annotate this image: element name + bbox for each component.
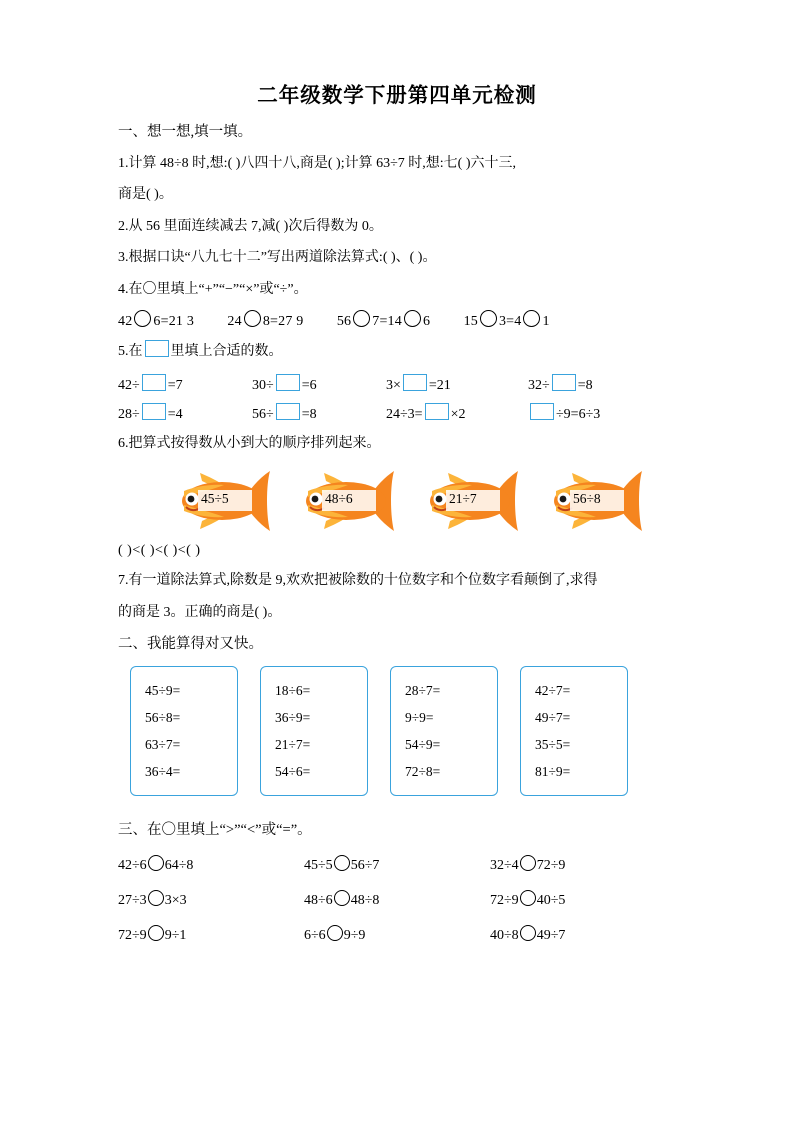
question-1-line2: 商是( )。	[118, 187, 173, 203]
fish-icon	[294, 463, 412, 539]
compare-item: 42÷6 64÷8	[118, 855, 304, 874]
worksheet-content	[118, 78, 676, 960]
compare-row	[118, 855, 676, 874]
question-6: 6.把算式按得数从小到大的顺序排列起来。	[118, 435, 381, 451]
q5-item: 42÷ =7	[118, 374, 252, 394]
question-5: 5.在 里填上合适的数。	[118, 340, 676, 365]
q5-item: ÷9=6÷3	[528, 403, 658, 423]
number-blank-box[interactable]	[276, 403, 300, 420]
calc-item[interactable]: 42÷7=	[535, 683, 571, 698]
calc-item[interactable]: 81÷9=	[535, 764, 571, 779]
question-1-line1: 1.计算 48÷8 时,想:( )八四十八,商是( );计算 63÷7 时,想:七( )六十三,	[118, 155, 517, 171]
comparison-blank-circle[interactable]	[148, 925, 164, 941]
fish-label: 21÷7	[449, 491, 477, 507]
section-1-heading: 一、想一想,填一填。	[118, 124, 253, 140]
q5-item: 56÷ =8	[252, 403, 386, 423]
comparison-blank-circle[interactable]	[520, 890, 536, 906]
fish-label: 48÷6	[325, 491, 353, 507]
calc-item[interactable]: 36÷4=	[145, 764, 181, 779]
comparison-blank-circle[interactable]	[148, 890, 164, 906]
calc-item[interactable]: 63÷7=	[145, 737, 181, 752]
number-blank-box[interactable]	[145, 340, 169, 357]
calculation-box	[130, 666, 238, 796]
question-5-row-2	[118, 403, 676, 423]
question-7-line2: 的商是 3。正确的商是( )。	[118, 604, 282, 620]
page-title: 二年级数学下册第四单元检测	[257, 85, 537, 107]
number-blank-box[interactable]	[142, 374, 166, 391]
comparison-blank-circle[interactable]	[334, 855, 350, 871]
comparison-blank-circle[interactable]	[520, 855, 536, 871]
calc-item[interactable]: 49÷7=	[535, 710, 571, 725]
question-4: 4.在〇里填上“+”“−”“×”或“÷”。	[118, 281, 308, 297]
compare-item: 6÷6 9÷9	[304, 925, 490, 944]
calc-item[interactable]: 45÷9=	[145, 683, 181, 698]
operator-blank-circle[interactable]	[134, 310, 151, 327]
calc-item[interactable]: 54÷9=	[405, 737, 441, 752]
question-7-line1: 7.有一道除法算式,除数是 9,欢欢把被除数的十位数字和个位数字看颠倒了,求得	[118, 573, 598, 589]
calc-item[interactable]: 9÷9=	[405, 710, 434, 725]
question-3: 3.根据口诀“八九七十二”写出两道除法算式:( )、( )。	[118, 250, 437, 266]
compare-item: 45÷5 56÷7	[304, 855, 490, 874]
q5-item: 24÷3= ×2	[386, 403, 528, 423]
fish-icon	[542, 463, 660, 539]
number-blank-box[interactable]	[425, 403, 449, 420]
number-blank-box[interactable]	[403, 374, 427, 391]
q4-item: 24 8=27 9	[227, 314, 303, 329]
fish-label: 45÷5	[201, 491, 229, 507]
question-4-items	[118, 310, 676, 330]
calc-item[interactable]: 72÷8=	[405, 764, 441, 779]
fish-icon	[418, 463, 536, 539]
number-blank-box[interactable]	[276, 374, 300, 391]
calculation-box	[390, 666, 498, 796]
compare-item: 32÷4 72÷9	[490, 855, 676, 874]
question-2: 2.从 56 里面连续减去 7,减( )次后得数为 0。	[118, 218, 383, 234]
number-blank-box[interactable]	[552, 374, 576, 391]
calc-item[interactable]: 21÷7=	[275, 737, 311, 752]
operator-blank-circle[interactable]	[244, 310, 261, 327]
operator-blank-circle[interactable]	[404, 310, 421, 327]
section-2-heading: 二、我能算得对又快。	[118, 636, 263, 653]
compare-item: 72÷9 40÷5	[490, 890, 676, 909]
fish-illustration-row	[170, 463, 676, 539]
calc-item[interactable]: 36÷9=	[275, 710, 311, 725]
operator-blank-circle[interactable]	[353, 310, 370, 327]
calc-item[interactable]: 28÷7=	[405, 683, 441, 698]
compare-item: 40÷8 49÷7	[490, 925, 676, 944]
question-6-answer-blanks[interactable]: ( )<( )<( )<( )	[118, 543, 201, 559]
calculation-box	[260, 666, 368, 796]
comparison-blank-circle[interactable]	[520, 925, 536, 941]
q5-item: 28÷ =4	[118, 403, 252, 423]
compare-item: 72÷9 9÷1	[118, 925, 304, 944]
comparison-blank-circle[interactable]	[334, 890, 350, 906]
calc-item[interactable]: 18÷6=	[275, 683, 311, 698]
number-blank-box[interactable]	[530, 403, 554, 420]
q4-item: 42 6=21 3	[118, 314, 194, 329]
q5-item: 3× =21	[386, 374, 528, 394]
operator-blank-circle[interactable]	[480, 310, 497, 327]
comparison-blank-circle[interactable]	[327, 925, 343, 941]
calculation-box	[520, 666, 628, 796]
q4-item: 15 3=4 1	[464, 314, 550, 329]
section-3-heading: 三、在〇里填上“>”“<”或“=”。	[118, 822, 312, 838]
q5-item: 30÷ =6	[252, 374, 386, 394]
question-5-row-1	[118, 374, 676, 394]
operator-blank-circle[interactable]	[523, 310, 540, 327]
comparison-blank-circle[interactable]	[148, 855, 164, 871]
q5-item: 32÷ =8	[528, 374, 658, 394]
fish-icon	[170, 463, 288, 539]
calc-item[interactable]: 56÷8=	[145, 710, 181, 725]
fish-label: 56÷8	[573, 491, 601, 507]
compare-item: 27÷3 3×3	[118, 890, 304, 909]
compare-row	[118, 925, 676, 944]
number-blank-box[interactable]	[142, 403, 166, 420]
q4-item: 56 7=14 6	[337, 314, 430, 329]
calc-item[interactable]: 35÷5=	[535, 737, 571, 752]
calc-item[interactable]: 54÷6=	[275, 764, 311, 779]
calculation-boxes	[130, 666, 676, 796]
compare-row	[118, 890, 676, 909]
compare-item: 48÷6 48÷8	[304, 890, 490, 909]
